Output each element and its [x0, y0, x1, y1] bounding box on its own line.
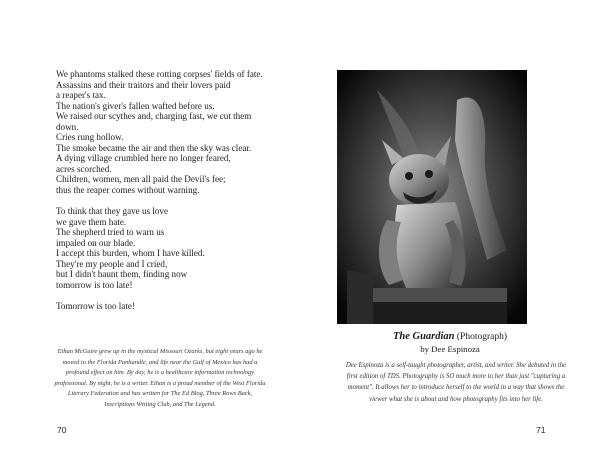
- poem-line: Tomorrow is too late!: [56, 301, 135, 312]
- poem-line: The nation's giver's fallen wafted before us.: [56, 100, 215, 111]
- poem-line: We raised our scythes and, charging fast, we cut them: [56, 111, 252, 122]
- stanza-break: [56, 196, 292, 207]
- photo-medium: (Photograph): [456, 332, 508, 342]
- poem-line: Cries rung hollow.: [56, 132, 124, 143]
- stanza-break: [56, 290, 292, 301]
- poem-line: To think that they gave us love: [56, 206, 169, 217]
- page-number: 70: [57, 425, 67, 435]
- poem-line: A dying village crumbled here no longer feared,: [56, 153, 231, 164]
- photo-caption: [300, 331, 600, 343]
- poem-line: we gave them hate.: [56, 216, 127, 227]
- poem-stanza-3: [56, 301, 292, 312]
- poem-line: impaled on our blade.: [56, 237, 136, 248]
- poem-line: I accept this burden, whom I have killed.: [56, 248, 205, 259]
- page-number: 71: [536, 425, 546, 435]
- poem-line: Assassins and their traitors and their lovers paid: [56, 79, 231, 90]
- author-bio: Ethan McGuire grew up in the mystical Missouri Ozarks, but eight years ago he moved to the Florida Panhandle, and life near the Gulf of Mexico has had a profound effect on him. By day, he is a healthcare information technology professional. By night, he is a writer. Ethan is a proud member of the West Florida Literary Federation and has written for The Ed Blog, Three Rows Back, Inscriptions Writing Club, and The Legend.: [54, 348, 266, 408]
- photo-title: The Guardian: [392, 331, 455, 342]
- gargoyle-photograph: [337, 70, 527, 324]
- poem-line: acres scorched.: [56, 163, 112, 174]
- poem-line: We phantoms stalked these rotting corpses' fields of fate.: [56, 69, 263, 79]
- poem-line: Children, women, men all paid the Devil's fee;: [56, 174, 226, 185]
- poem: [56, 69, 292, 312]
- poem-line: down.: [56, 121, 79, 132]
- photo-byline: by Dee Espinoza: [420, 344, 480, 354]
- poem-line: The smoke became the air and then the sky was clear.: [56, 142, 252, 153]
- poem-line: thus the reaper comes without warning.: [56, 185, 200, 196]
- poem-line: but I didn't haunt them, finding now: [56, 269, 188, 280]
- right-page: [300, 0, 600, 463]
- artist-bio: Dee Espinoza is a self-taught photographer, artist, and writer. She debuted in the first edition of TDS. Photography is SO much more to her than just "capturing a moment". It allows her to introduce herself to the world in a way that shows the viewer what she is about and how photography fits into her life.: [345, 362, 567, 403]
- poem-line: a reaper's tax.: [56, 90, 106, 101]
- poem-stanza-2: [56, 206, 292, 290]
- poem-stanza-1: [56, 69, 292, 196]
- poem-line: The shepherd tried to warn us: [56, 227, 165, 238]
- poem-line: tomorrow is too late!: [56, 279, 133, 290]
- poem-line: They're my people and I cried,: [56, 258, 168, 269]
